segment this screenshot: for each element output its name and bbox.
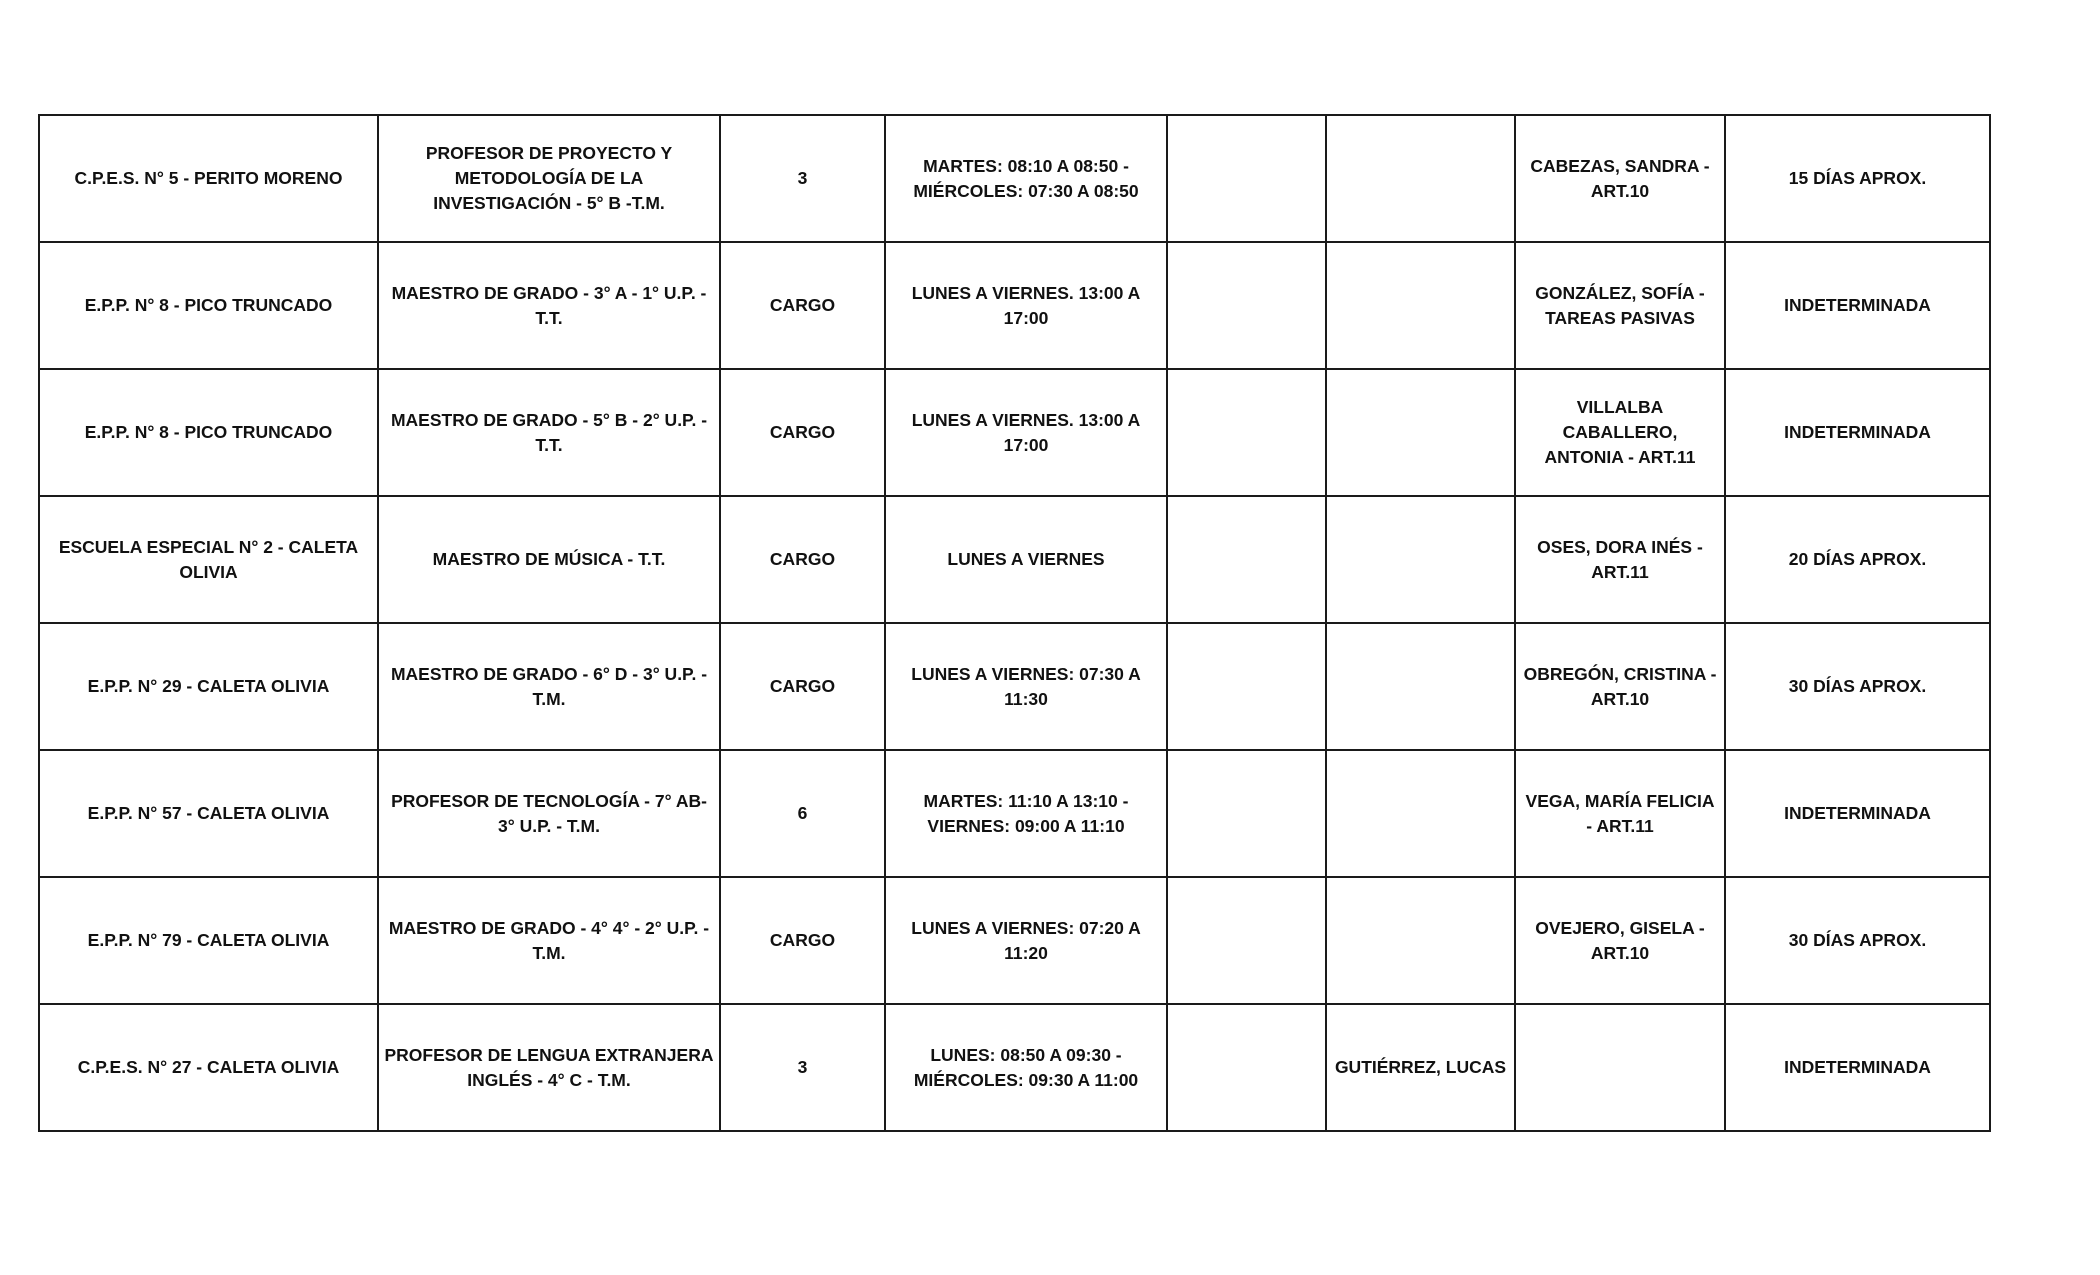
cell-duration: 20 DÍAS APROX. <box>1725 496 1990 623</box>
cell-school: C.P.E.S. N° 5 - PERITO MORENO <box>39 115 378 242</box>
cell-hours: 6 <box>720 750 885 877</box>
cell-teacher: VEGA, MARÍA FELICIA - ART.11 <box>1515 750 1725 877</box>
cell-empty <box>1167 496 1326 623</box>
cell-teacher: VILLALBA CABALLERO, ANTONIA - ART.11 <box>1515 369 1725 496</box>
cell-substitute <box>1326 369 1515 496</box>
cell-position: MAESTRO DE GRADO - 3° A - 1° U.P. - T.T. <box>378 242 720 369</box>
cell-teacher: CABEZAS, SANDRA - ART.10 <box>1515 115 1725 242</box>
cell-schedule: LUNES A VIERNES <box>885 496 1167 623</box>
cell-position: PROFESOR DE LENGUA EXTRANJERA INGLÉS - 4° C - T.M. <box>378 1004 720 1131</box>
table-row <box>39 369 1990 496</box>
cell-hours: 3 <box>720 115 885 242</box>
cell-schedule: MARTES: 08:10 A 08:50 - MIÉRCOLES: 07:30 A 08:50 <box>885 115 1167 242</box>
cell-schedule: LUNES A VIERNES: 07:30 A 11:30 <box>885 623 1167 750</box>
cell-empty <box>1167 115 1326 242</box>
cell-schedule: LUNES A VIERNES: 07:20 A 11:20 <box>885 877 1167 1004</box>
cell-teacher: OVEJERO, GISELA - ART.10 <box>1515 877 1725 1004</box>
cell-school: E.P.P. N° 57 - CALETA OLIVIA <box>39 750 378 877</box>
cell-position: MAESTRO DE GRADO - 6° D - 3° U.P. - T.M. <box>378 623 720 750</box>
cell-empty <box>1167 1004 1326 1131</box>
cell-hours: CARGO <box>720 623 885 750</box>
cell-duration: INDETERMINADA <box>1725 369 1990 496</box>
cell-school: E.P.P. N° 8 - PICO TRUNCADO <box>39 242 378 369</box>
cell-school: E.P.P. N° 79 - CALETA OLIVIA <box>39 877 378 1004</box>
cell-school: E.P.P. N° 29 - CALETA OLIVIA <box>39 623 378 750</box>
cell-duration: 30 DÍAS APROX. <box>1725 877 1990 1004</box>
cell-substitute <box>1326 750 1515 877</box>
cell-schedule: LUNES A VIERNES. 13:00 A 17:00 <box>885 242 1167 369</box>
cell-substitute <box>1326 623 1515 750</box>
cell-empty <box>1167 242 1326 369</box>
table-row <box>39 623 1990 750</box>
cell-duration: 30 DÍAS APROX. <box>1725 623 1990 750</box>
cell-position: MAESTRO DE GRADO - 5° B - 2° U.P. - T.T. <box>378 369 720 496</box>
cell-hours: CARGO <box>720 369 885 496</box>
cell-duration: INDETERMINADA <box>1725 1004 1990 1131</box>
vacancies-table <box>38 114 1991 1132</box>
table-body <box>39 115 1990 1131</box>
cell-empty <box>1167 750 1326 877</box>
cell-hours: CARGO <box>720 242 885 369</box>
cell-substitute <box>1326 115 1515 242</box>
cell-empty <box>1167 877 1326 1004</box>
cell-school: ESCUELA ESPECIAL N° 2 - CALETA OLIVIA <box>39 496 378 623</box>
cell-position: PROFESOR DE PROYECTO Y METODOLOGÍA DE LA INVESTIGACIÓN - 5° B -T.M. <box>378 115 720 242</box>
cell-hours: CARGO <box>720 877 885 1004</box>
cell-substitute <box>1326 496 1515 623</box>
cell-teacher <box>1515 1004 1725 1131</box>
table-row <box>39 115 1990 242</box>
cell-position: PROFESOR DE TECNOLOGÍA - 7° AB- 3° U.P. - T.M. <box>378 750 720 877</box>
cell-hours: CARGO <box>720 496 885 623</box>
table-row <box>39 496 1990 623</box>
cell-position: MAESTRO DE MÚSICA - T.T. <box>378 496 720 623</box>
cell-substitute: GUTIÉRREZ, LUCAS <box>1326 1004 1515 1131</box>
table-row <box>39 877 1990 1004</box>
cell-empty <box>1167 369 1326 496</box>
cell-teacher: OBREGÓN, CRISTINA - ART.10 <box>1515 623 1725 750</box>
cell-school: E.P.P. N° 8 - PICO TRUNCADO <box>39 369 378 496</box>
cell-duration: 15 DÍAS APROX. <box>1725 115 1990 242</box>
cell-school: C.P.E.S. N° 27 - CALETA OLIVIA <box>39 1004 378 1131</box>
cell-empty <box>1167 623 1326 750</box>
cell-teacher: GONZÁLEZ, SOFÍA - TAREAS PASIVAS <box>1515 242 1725 369</box>
cell-duration: INDETERMINADA <box>1725 242 1990 369</box>
table-row <box>39 242 1990 369</box>
cell-substitute <box>1326 242 1515 369</box>
cell-teacher: OSES, DORA INÉS - ART.11 <box>1515 496 1725 623</box>
cell-position: MAESTRO DE GRADO - 4° 4° - 2° U.P. - T.M. <box>378 877 720 1004</box>
cell-duration: INDETERMINADA <box>1725 750 1990 877</box>
cell-schedule: LUNES A VIERNES. 13:00 A 17:00 <box>885 369 1167 496</box>
cell-schedule: LUNES: 08:50 A 09:30 - MIÉRCOLES: 09:30 A 11:00 <box>885 1004 1167 1131</box>
cell-schedule: MARTES: 11:10 A 13:10 - VIERNES: 09:00 A 11:10 <box>885 750 1167 877</box>
cell-hours: 3 <box>720 1004 885 1131</box>
table-row <box>39 750 1990 877</box>
table-row <box>39 1004 1990 1131</box>
cell-substitute <box>1326 877 1515 1004</box>
